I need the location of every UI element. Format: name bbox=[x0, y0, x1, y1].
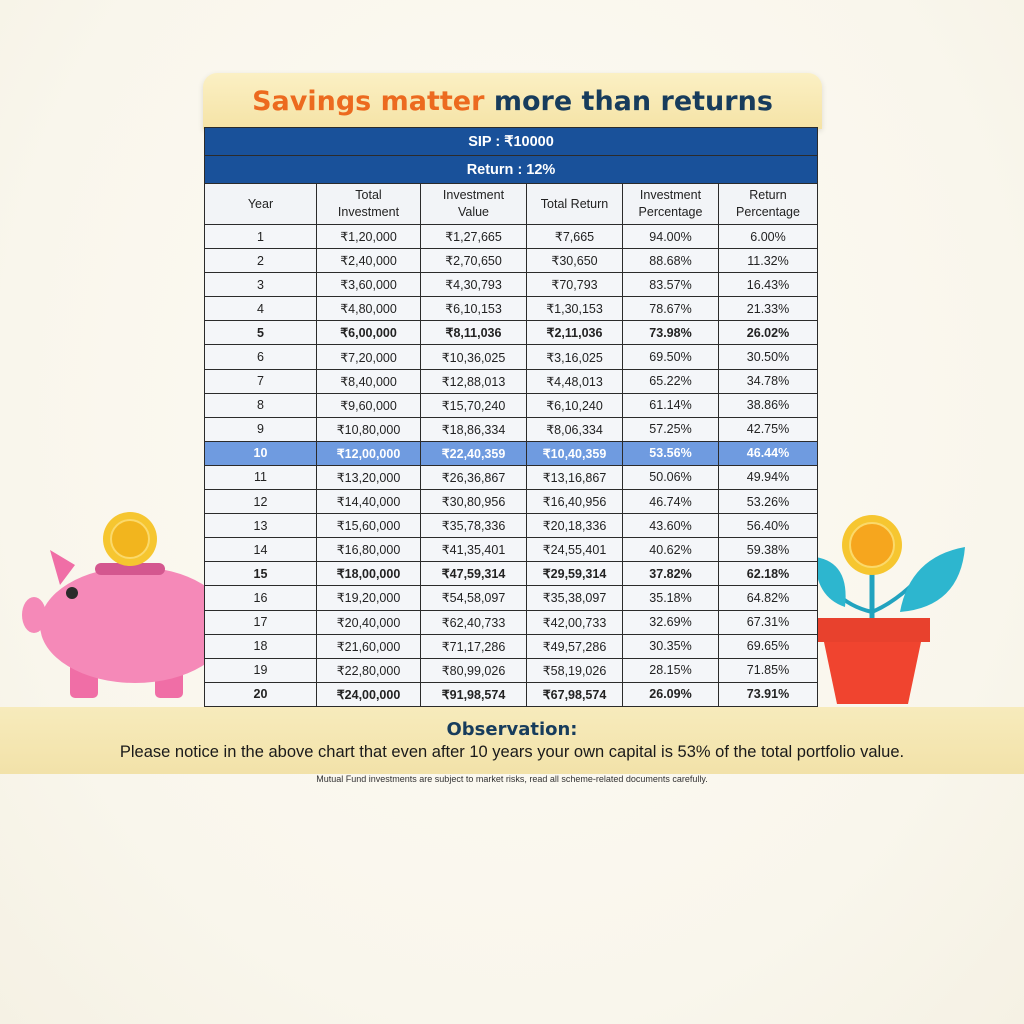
table-cell: ₹14,40,000 bbox=[317, 490, 421, 514]
table-cell: ₹15,60,000 bbox=[317, 514, 421, 538]
table-cell: ₹1,30,153 bbox=[527, 297, 623, 321]
table-cell: ₹19,20,000 bbox=[317, 586, 421, 610]
column-header: Return Percentage bbox=[719, 184, 818, 225]
column-header: Total Return bbox=[527, 184, 623, 225]
table-cell: ₹62,40,733 bbox=[421, 610, 527, 634]
table-body bbox=[205, 225, 818, 707]
table-cell: 62.18% bbox=[719, 562, 818, 586]
table-row bbox=[205, 225, 818, 249]
table-cell: ₹12,88,013 bbox=[421, 369, 527, 393]
table-cell: ₹8,40,000 bbox=[317, 369, 421, 393]
table-cell: ₹67,98,574 bbox=[527, 682, 623, 706]
table-cell: 69.50% bbox=[623, 345, 719, 369]
table-cell: 18 bbox=[205, 634, 317, 658]
table-cell: ₹24,55,401 bbox=[527, 538, 623, 562]
column-header: Year bbox=[205, 184, 317, 225]
title-rest: more than returns bbox=[493, 86, 773, 117]
table-cell: 53.26% bbox=[719, 490, 818, 514]
piggy-bank-icon bbox=[20, 505, 210, 705]
table-cell: ₹49,57,286 bbox=[527, 634, 623, 658]
table-cell: ₹13,16,867 bbox=[527, 465, 623, 489]
table-row bbox=[205, 249, 818, 273]
table-cell: 9 bbox=[205, 417, 317, 441]
table-cell: ₹2,40,000 bbox=[317, 249, 421, 273]
table-cell: ₹4,30,793 bbox=[421, 273, 527, 297]
table-cell: 30.35% bbox=[623, 634, 719, 658]
table-row bbox=[205, 610, 818, 634]
table-cell: 64.82% bbox=[719, 586, 818, 610]
table-cell: ₹20,18,336 bbox=[527, 514, 623, 538]
table-cell: 67.31% bbox=[719, 610, 818, 634]
table-cell: 32.69% bbox=[623, 610, 719, 634]
table-cell: ₹8,11,036 bbox=[421, 321, 527, 345]
table-cell: ₹1,20,000 bbox=[317, 225, 421, 249]
table-cell: 69.65% bbox=[719, 634, 818, 658]
table-cell: 8 bbox=[205, 393, 317, 417]
table-cell: ₹22,40,359 bbox=[421, 441, 527, 465]
observation-title: Observation: bbox=[446, 719, 578, 740]
return-label: Return : 12% bbox=[205, 156, 818, 184]
table-row bbox=[205, 465, 818, 489]
table-cell: 43.60% bbox=[623, 514, 719, 538]
table-cell: 49.94% bbox=[719, 465, 818, 489]
table-cell: 71.85% bbox=[719, 658, 818, 682]
table-cell: 26.02% bbox=[719, 321, 818, 345]
table-cell: ₹6,00,000 bbox=[317, 321, 421, 345]
table-cell: 28.15% bbox=[623, 658, 719, 682]
table-row bbox=[205, 345, 818, 369]
table-cell: 73.98% bbox=[623, 321, 719, 345]
table-cell: 35.18% bbox=[623, 586, 719, 610]
table-cell: ₹30,650 bbox=[527, 249, 623, 273]
table-cell: 65.22% bbox=[623, 369, 719, 393]
coin-icon bbox=[103, 512, 157, 566]
table-cell: 6 bbox=[205, 345, 317, 369]
table-cell: ₹2,11,036 bbox=[527, 321, 623, 345]
table-cell: 16.43% bbox=[719, 273, 818, 297]
title-highlight: Savings matter bbox=[252, 86, 485, 117]
table-cell: ₹13,20,000 bbox=[317, 465, 421, 489]
table-cell: ₹6,10,240 bbox=[527, 393, 623, 417]
table-cell: ₹42,00,733 bbox=[527, 610, 623, 634]
table-cell: ₹41,35,401 bbox=[421, 538, 527, 562]
table-cell: 5 bbox=[205, 321, 317, 345]
table-row bbox=[205, 562, 818, 586]
table-row bbox=[205, 586, 818, 610]
table-cell: 73.91% bbox=[719, 682, 818, 706]
sip-label: SIP : ₹10000 bbox=[205, 128, 818, 156]
column-header: Total Investment bbox=[317, 184, 421, 225]
table-cell: ₹91,98,574 bbox=[421, 682, 527, 706]
table-cell: ₹18,86,334 bbox=[421, 417, 527, 441]
column-header: Investment Value bbox=[421, 184, 527, 225]
table-cell: ₹24,00,000 bbox=[317, 682, 421, 706]
table-cell: 46.74% bbox=[623, 490, 719, 514]
table-cell: ₹26,36,867 bbox=[421, 465, 527, 489]
table-cell: ₹3,16,025 bbox=[527, 345, 623, 369]
table-cell: 1 bbox=[205, 225, 317, 249]
table-cell: 11.32% bbox=[719, 249, 818, 273]
table-cell: ₹10,36,025 bbox=[421, 345, 527, 369]
table-cell: ₹47,59,314 bbox=[421, 562, 527, 586]
table-cell: 21.33% bbox=[719, 297, 818, 321]
table-row bbox=[205, 658, 818, 682]
table-cell: 40.62% bbox=[623, 538, 719, 562]
table-cell: 11 bbox=[205, 465, 317, 489]
table-cell: 56.40% bbox=[719, 514, 818, 538]
table-cell: ₹8,06,334 bbox=[527, 417, 623, 441]
table-row bbox=[205, 393, 818, 417]
table-cell: ₹16,80,000 bbox=[317, 538, 421, 562]
disclaimer: Mutual Fund investments are subject to market risks, read all scheme-related documents carefully. bbox=[316, 774, 708, 784]
table-cell: ₹4,80,000 bbox=[317, 297, 421, 321]
table-row bbox=[205, 273, 818, 297]
table-cell: 16 bbox=[205, 586, 317, 610]
table-cell: 19 bbox=[205, 658, 317, 682]
table-row bbox=[205, 634, 818, 658]
table-cell: 20 bbox=[205, 682, 317, 706]
table-cell: ₹30,80,956 bbox=[421, 490, 527, 514]
table-cell: ₹70,793 bbox=[527, 273, 623, 297]
table-cell: 83.57% bbox=[623, 273, 719, 297]
table-cell: ₹4,48,013 bbox=[527, 369, 623, 393]
table-cell: ₹54,58,097 bbox=[421, 586, 527, 610]
table-cell: ₹35,38,097 bbox=[527, 586, 623, 610]
table-row bbox=[205, 321, 818, 345]
table-row bbox=[205, 514, 818, 538]
table-cell: ₹21,60,000 bbox=[317, 634, 421, 658]
table-cell: 30.50% bbox=[719, 345, 818, 369]
table-row bbox=[205, 538, 818, 562]
table-row bbox=[205, 369, 818, 393]
sip-table-container bbox=[204, 127, 817, 707]
table-cell: 57.25% bbox=[623, 417, 719, 441]
title-card bbox=[203, 73, 822, 129]
table-cell: 4 bbox=[205, 297, 317, 321]
table-row bbox=[205, 490, 818, 514]
table-cell: ₹16,40,956 bbox=[527, 490, 623, 514]
table-cell: 88.68% bbox=[623, 249, 719, 273]
observation-text: Please notice in the above chart that even after 10 years your own capital is 53% of the total portfolio value. bbox=[119, 743, 905, 761]
table-cell: 26.09% bbox=[623, 682, 719, 706]
table-cell: ₹80,99,026 bbox=[421, 658, 527, 682]
table-cell: 38.86% bbox=[719, 393, 818, 417]
table-row bbox=[205, 682, 818, 706]
table-cell: ₹71,17,286 bbox=[421, 634, 527, 658]
table-cell: ₹20,40,000 bbox=[317, 610, 421, 634]
sip-table bbox=[204, 127, 818, 707]
table-cell: ₹7,20,000 bbox=[317, 345, 421, 369]
money-plant-icon bbox=[810, 512, 970, 707]
table-cell: ₹3,60,000 bbox=[317, 273, 421, 297]
table-cell: 13 bbox=[205, 514, 317, 538]
table-cell: ₹22,80,000 bbox=[317, 658, 421, 682]
table-row bbox=[205, 297, 818, 321]
table-cell: 10 bbox=[205, 441, 317, 465]
table-cell: 78.67% bbox=[623, 297, 719, 321]
table-cell: 15 bbox=[205, 562, 317, 586]
table-cell: 17 bbox=[205, 610, 317, 634]
table-cell: ₹18,00,000 bbox=[317, 562, 421, 586]
table-cell: 59.38% bbox=[719, 538, 818, 562]
table-cell: 37.82% bbox=[623, 562, 719, 586]
table-row bbox=[205, 441, 818, 465]
table-cell: ₹6,10,153 bbox=[421, 297, 527, 321]
table-cell: ₹7,665 bbox=[527, 225, 623, 249]
table-cell: 34.78% bbox=[719, 369, 818, 393]
table-cell: ₹12,00,000 bbox=[317, 441, 421, 465]
table-cell: ₹10,40,359 bbox=[527, 441, 623, 465]
observation-band bbox=[0, 707, 1024, 774]
table-cell: 3 bbox=[205, 273, 317, 297]
table-cell: 53.56% bbox=[623, 441, 719, 465]
table-cell: ₹9,60,000 bbox=[317, 393, 421, 417]
table-cell: 94.00% bbox=[623, 225, 719, 249]
table-cell: ₹35,78,336 bbox=[421, 514, 527, 538]
table-cell: ₹2,70,650 bbox=[421, 249, 527, 273]
table-cell: ₹58,19,026 bbox=[527, 658, 623, 682]
table-cell: ₹10,80,000 bbox=[317, 417, 421, 441]
table-cell: 14 bbox=[205, 538, 317, 562]
table-cell: 61.14% bbox=[623, 393, 719, 417]
table-cell: 46.44% bbox=[719, 441, 818, 465]
table-cell: ₹29,59,314 bbox=[527, 562, 623, 586]
table-cell: 12 bbox=[205, 490, 317, 514]
table-cell: ₹15,70,240 bbox=[421, 393, 527, 417]
table-cell: 2 bbox=[205, 249, 317, 273]
table-cell: 7 bbox=[205, 369, 317, 393]
column-header: Investment Percentage bbox=[623, 184, 719, 225]
table-row bbox=[205, 417, 818, 441]
table-cell: ₹1,27,665 bbox=[421, 225, 527, 249]
table-cell: 6.00% bbox=[719, 225, 818, 249]
table-cell: 42.75% bbox=[719, 417, 818, 441]
table-header-row bbox=[205, 184, 818, 225]
table-cell: 50.06% bbox=[623, 465, 719, 489]
